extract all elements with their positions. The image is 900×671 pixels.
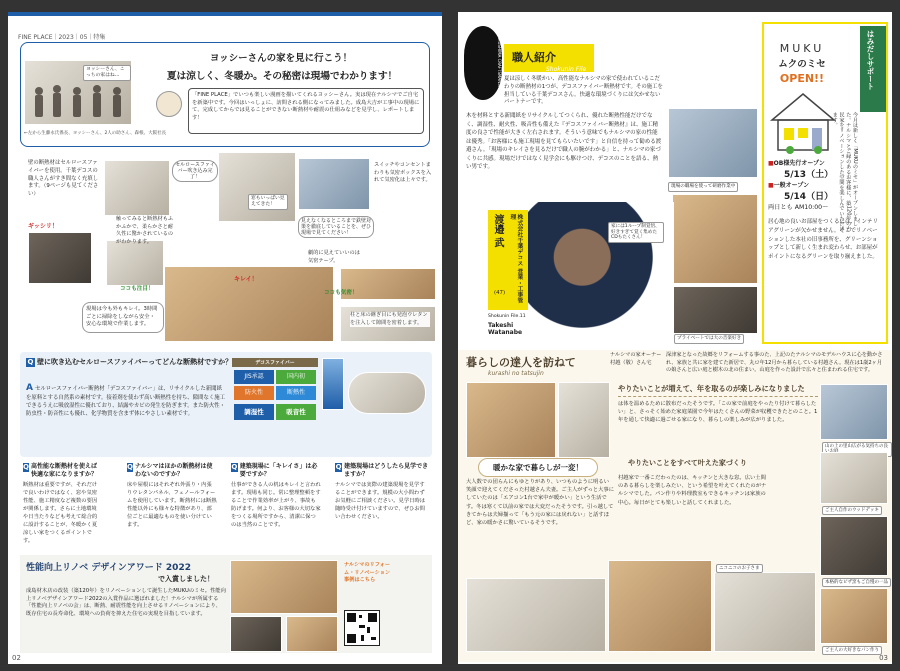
qa-cell-4 [332,460,432,552]
top-stripe [8,12,442,16]
qr-pattern-icon [345,611,379,645]
qr-code[interactable] [344,610,380,646]
record-player-photo [672,286,758,334]
shokunin-body: 木を材料とする新聞紙をリサイクルしてつくられ、優れた断熱性能だけでなく、調湿性、耐火性、吸音性も備えた『デコスファイバー断熱材』は、施工精度の良さで性能が大きく左右されます。そういう意味でもナルシマの家の性能は優秀。「お客様にも施工現場を見てもらいたいです」と自信を持って勧める渡邉さん。「現場のキレイさを見るだけで職人の腕がわかる」と、ナルシマの家づくりに共感。現場だけではなく見学会にも駆けつけ、デコスのことを語る、熱い男です。 [466,113,662,171]
schedule-hours: 両日とも AM10:00～ [768,204,829,211]
feature-title-1: ヨッシーさんの家を見に行こう！ [209,53,353,64]
caption-bread: ご主人の大好きなパン作り [822,646,882,655]
bubble-invisible: 見えなくなるところまで鉄壁対策を徹底していることを、ぜひ現場で見てください！ [298,216,374,238]
schedule-general-date: 5/14（日） [784,192,834,202]
visit-photo-oven [820,516,888,576]
site-photo-2 [218,152,296,222]
bullet-icon: ■ [768,160,774,167]
visit-col3: 村越家で一番こだわったのは、キッチンと大きな窓。広い土間のある暮らしを楽しみたい、という希望を叶えてくれたのがナルシマでした。パン作りや料理教室もできるキッチンは家族の中心。毎日がとても楽しいと話してくれました。 [618,475,767,506]
headline-main: やりたいことが増えて、年を取るのが楽しみになりました [618,384,818,397]
label-kokomo-2: ココも気密！ [324,290,358,296]
caption-clean-site: 現場は今も外もキレイ。3時間ごとに掃除をしながら安全・安心な環境で作業します。 [82,302,164,333]
work-photo-1 [668,108,758,178]
q-badge: Q [127,463,133,471]
q-badge: Q [335,463,342,471]
file-number: Shokunin File.11 [488,314,526,319]
caption-deck: ご主人自作のウッドデッキ [822,506,882,515]
private-caption: プライベートでは大の音楽好き [674,334,744,344]
product-label: デコスファイバー [232,358,318,367]
a-badge: A [26,383,33,393]
badge-kyuon: 吸音性 [276,404,316,420]
visit-photo-bread [820,588,888,644]
brand-seal-text: NARUSHIMA CRAFTSMANSHIP [497,33,502,93]
caption-child: ニコニコのお子さま [716,564,763,573]
hamidashi-band [860,26,886,112]
visit-photo-kitchen [466,382,556,458]
visit-photo-child [714,572,816,652]
award-side-label: ナルシマのリフォーム・リノベーション事例はこちら [344,562,391,584]
site-photo-5 [106,240,164,286]
visit-photo-living [466,578,606,652]
visit-photo-exterior [820,384,888,440]
schedule-ob-date: 5/13（土） [784,170,834,180]
badge-bouka: 防火性 [234,386,274,400]
site-photo-1 [104,160,170,216]
shokunin-badge-en: Shokunin File [546,66,587,73]
schedule-ob [768,158,844,167]
muku-notice: 今月は新しく「MUKUのミセ」がオープンしました。ナルシマとご縁のあるお客様に、築120年の古民家をリノベーションした空間を楽しんでいただけます。 [831,112,858,232]
page-number-right: 03 [879,654,888,662]
feature-title-2: 夏は涼しく、冬暖か。その秘密は現場でわかります！ [166,71,398,82]
shokunin-badge: 職人紹介 [504,44,594,72]
q-badge: Q [27,358,34,366]
visit-col1: 大人数での団らんにもゆとりがあり、いつものように明るい笑顔で迎えてくださった村越さん夫妻。ご主人がずっと大事にしていたのは「エアコン1台で家中が暖かい」という生活です。冬は寒くて以前の家では大変だったそうです。引っ越してきてからは夫婦揃って「もう元の家には戻れない」と話すほど、家の暖かさに驚いているそうです。 [466,479,614,527]
craftsman-name-en: Takeshi Watanabe [488,322,523,337]
qa-answer: 床や屋根にはそれぞれ外張り・内張りウレタンパネル、フェノールフォームを使用しています。断熱材には断熱性能以外にも様々な特徴があり、部位ごとに最適なものを使い分けています。 [127,482,217,528]
label-kokomo-1: ココも注目！ [120,286,154,292]
visit-photo-window [558,382,610,458]
badge-chositsu: 調湿性 [234,404,274,420]
qa-cell-1 [20,460,102,552]
hamidashi-label: はみだしサポート [866,30,875,90]
left-page [8,12,442,664]
label-kirei: キレイ！ [234,276,258,283]
qa-question-text: 建築現場に「キレイさ」は必要ですか？ [239,463,318,479]
muku-open: OPEN!! [779,72,825,85]
caption-urethane: 柱と床の継ぎ目にも発泡ウレタンを注入して隙間を密着します。 [350,312,430,327]
intro-note: ←左から生藤永氏係長、ヨッシーさん、2人の助さん、森根、大阪社長 [24,131,167,136]
qa-cell-3 [228,460,324,552]
qa-question [127,463,217,479]
caption-gisshiri: ギッシリ！ [28,223,58,230]
team-photo [24,60,132,125]
headline-warm: 暖かな家で暮らしが一変！ [478,458,598,477]
q1-answer [26,382,226,419]
schedule-ob-label: OB様先行オープン [773,160,825,167]
q1-answer-text: セルロースファイバー断熱材「デコスファイバー」は、リサイクルした新聞紙を原料とする自然系の素材です。接着剤を使わず高い断熱性を持ち、隙間なく施工できるうえに吸放湿性に優れており、結露やカビの発生を防ぎます。また防火性・防虫性・防音性にも優れ、化学物質を含まず体にやさしい素材です。 [26,386,226,417]
brand-seal [464,26,502,100]
muku-brand: MUKU [779,42,825,55]
badge-dannetsu: 断熱性 [276,386,316,400]
craftsman-name: 渡邉 武 [492,214,503,248]
schedule-general [768,180,844,189]
cd-shelf-photo [672,194,758,284]
name-role: 株式会社千葉デコス 営業・工事管理 [508,214,522,304]
q-badge: Q [231,463,238,471]
qa-answer: 断熱材は重要ですが、それだけで良いわけではなく、窓や気密性能、施工精度など複数の要因が関係します。さらに土地環境や日当たりなども考えて総合的に設計することが、冬暖かく夏涼しい家をつくるポイントです。 [23,482,98,544]
bubble-window: 窓もいっぱい見えてきた！ [248,194,288,210]
caption-insulation: 壁の断熱材はセルロースファイバーを使用。千葉デコスの職人さんがすき間なく充填します。（9ページも見てください） [28,160,99,198]
photo-caption: ヨッシーさん、こっちの家はね… [83,65,131,81]
yossy-avatar [156,91,182,117]
award-photo-2 [230,616,282,652]
visit-intro: 深津家となった故郷をリフォームする事のた、上記のたナルシマのモデルハウスに心を動かされ、家族と共に家を建てた新居で、丸ロ年12月から暮らしている村越さん。現在は1歳2ヶ月の娘さんと広い庭と樹木の北の住まい。山庭を作った設計で広々と住まわれる住宅です。 [666,352,883,374]
bullet-icon: ■ [768,182,774,189]
product-bag [322,358,344,410]
caption-oven: 本格的なピザ窯もご自慢の一品 [822,578,891,587]
work-photo-caption: 現場の職場を使って研磨作業中 [668,182,738,192]
award-photo-1 [230,560,338,614]
bubble-tape: 劇的に見えていいのは気密テープ。 [308,250,360,264]
cellulose-handful-photo [348,372,426,414]
feature-intro: 「FINE PLACE」でいつも楽しい漫画を描いてくれるヨッシーさん。実は現在ナルシマでご自宅を新築中です。今回はいっしょに、訪問される側になってみました。成島大吉が工事中の現場にて、完成してからでは見ることができない断熱材や耐震の仕組みなどを見学し、レポートします！ [188,88,424,134]
award-title: 性能向上リノベ デザインアワード 2022 [26,563,191,573]
visit-photo-deck [820,452,888,504]
award-photo-3 [286,616,338,652]
qa-question-text: 高性能な断熱材を使えば快適な家になりますか？ [30,463,97,479]
award-subtitle: で入賞しました！ [158,575,214,583]
badge-jis: JIS承認 [234,370,274,384]
qa-question-text: ナルシマはほかの断熱材は使わないのですか？ [134,463,213,479]
q1-title [26,358,236,367]
visit-romaji: kurashi no tatsujin [488,370,544,377]
visit-photo-family [608,560,712,652]
badge-kokunai: 国内初 [276,370,316,384]
qa-grid [20,460,432,552]
qa-cell-2 [124,460,220,552]
shokunin-lead: 夏は涼しく冬暖かい、高性能なナルシマの家で使われているこだわりの断熱材の1つが、デコスファイバー断熱材です。その施工を担当している千葉デコスさん。快適な環境づくりには欠かせないパートナーです。 [504,76,663,106]
visit-title: 暮らしの達人を訪ねて [466,356,576,369]
name-card [488,210,528,310]
qa-question [335,463,429,479]
caption-garden: 山の上の里山広がる気持ちの良 [822,442,892,457]
schedule-general-label: 一般オープン [773,182,810,189]
site-photo-3 [298,158,370,210]
qa-question [23,463,99,479]
muku-title: ムクのミセ [778,59,826,70]
award-body: 成島材木店の改装（築120年）をリノベーションして誕生したMUKUのミセ。性能向上リノベデザインアワード2022の入賞作品に選ばれました！ナルシマが所属する「性能向上リノベの会」は、断熱、耐震性能を向上させるリノベーションにより、既存住宅の長寿命化、環境への負荷を抑えた住宅の実現を目指しています。 [26,588,226,618]
page-header: FINE PLACE｜2023｜05｜特集 [18,34,106,41]
bubble-switch: スイッチやコンセントまわりも気密ボックスを入れて気密化は上々です。 [374,162,432,184]
cd-caption: 家には1ループ制覚悟、好きすぎて覚く集めたCDもたくさん！ [608,222,664,243]
people-silhouettes [25,61,133,126]
visit-col2: は体を温めるために散布だったそうです。「この家で前庭をやったり付けて暮らしたい」と、さっそく始めた家庭菜園で今年はたくさんの野菜が収穫できたとのこと。1年を通して快適に過ごせる家になり、暮らしの楽しみが広がりました。 [618,401,818,424]
qa-question [231,463,321,479]
muku-desc: 居心地の良いお部屋をつくるには、インテリアグリーンが欠かせません。そこでリノベーションした本社の旧事務所を、グリーンショップとして新しく生まれ変わらせ、お部屋がポイントになるグリーンを取り揃えました。 [768,219,879,261]
headline-dream: やりたいことをすべて叶えた家づくり [628,459,747,467]
qa-answer: 仕事ができる人の机はキレイと言われます。現場も同じ。常に整理整頓をすることで作業効率が上がり、事故も防げます。何より、お客様の大切な家をつくる場所ですから、清潔に保つのは当然のことです。 [231,482,321,528]
visit-host: ナルシマの家オーナー 村越（敬）さん宅 [610,352,662,366]
caption-soft: 触ってみると断熱材もふかふかで、柔らかさと耐久性に驚かされているのがわかります。 [116,216,174,245]
craftsman-age: (47) [494,290,506,296]
q1-title-text: 壁に吹き込むセルロースファイバーってどんな断熱材ですか？ [37,358,233,366]
site-photo-4 [28,232,92,284]
qa-answer: ナルシマでは実際の建築現場を見学することができます。規模の大小問わずお気軽にご相談ください。見学日時は随時受け付けていますので、ぜひお問い合わせください。 [335,482,426,520]
house-icon [768,90,838,154]
qa-question-text: 建築現場はどうしたら見学できますか？ [344,463,429,479]
bubble-cellulose: セルロースファイバー吹き込み完了！ [172,160,218,182]
q-badge: Q [23,463,29,471]
right-page [458,12,892,664]
page-number-left: 02 [12,654,21,662]
